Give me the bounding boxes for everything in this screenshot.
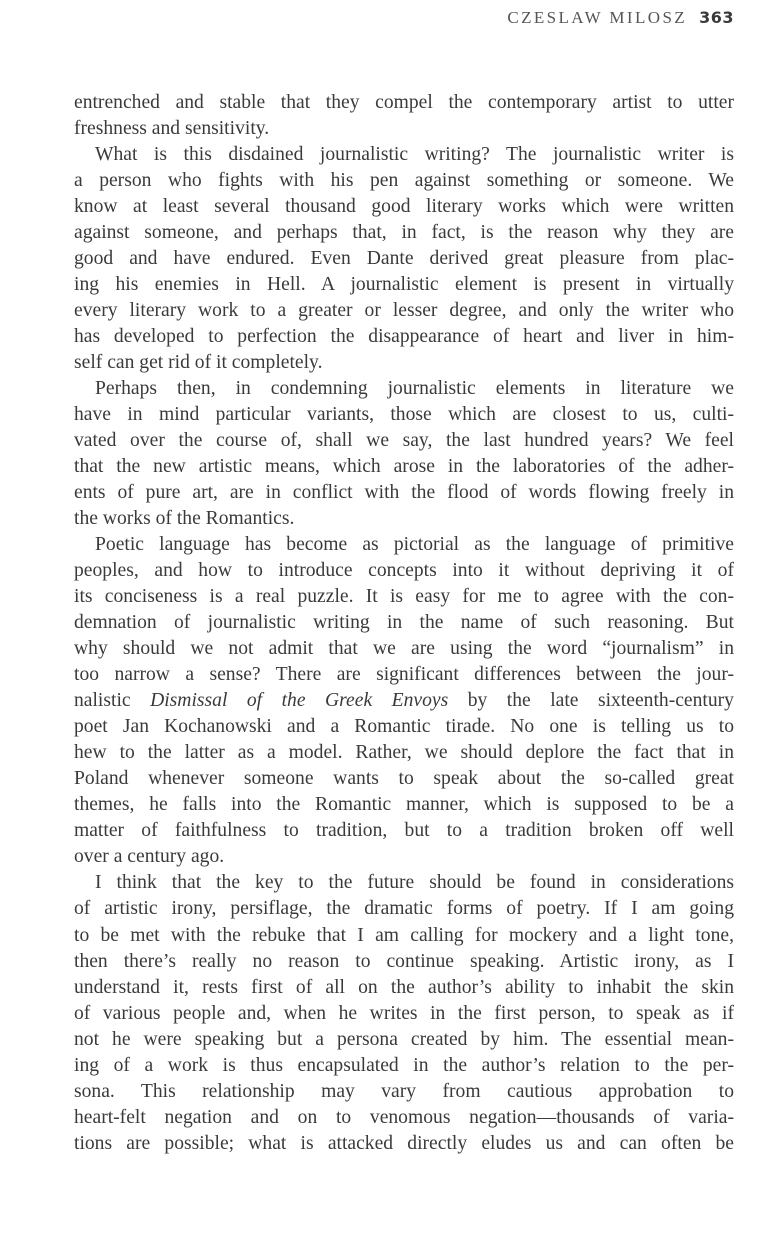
text-line: I think that the key to the future should be found in considerations	[95, 872, 734, 894]
running-head-author: CZESLAW MILOSZ	[507, 8, 688, 27]
text-line: sona. This relationship may vary from cautious approbation to	[74, 1080, 734, 1102]
paragraph	[74, 376, 734, 532]
text-line: self can get rid of it completely.	[74, 352, 323, 374]
italic-work-title: Dismissal of the Greek Envoys	[150, 690, 449, 712]
text-line: What is this disdained journalistic writing? The journalistic writer is	[95, 144, 734, 166]
text-line: freshness and sensitivity.	[74, 118, 270, 140]
text-fragment: by the late sixteenth-century	[448, 690, 734, 712]
paragraph	[74, 142, 734, 376]
paragraph	[74, 90, 734, 142]
text-line: entrenched and stable that they compel the contemporary artist to utter	[74, 92, 734, 113]
text-line: its conciseness is a real puzzle. It is easy for me to agree with the con-	[74, 586, 734, 608]
text-line: that the new artistic means, which arose in the laboratories of the adher-	[74, 456, 734, 478]
text-line: too narrow a sense? There are significant differences between the jour-	[74, 664, 734, 686]
text-line: Perhaps then, in condemning journalistic elements in literature we	[95, 378, 734, 400]
text-line: then there’s really no reason to continue speaking. Artistic irony, as I	[74, 950, 734, 972]
text-line: of artistic irony, persiflage, the dramatic forms of poetry. If I am going	[74, 898, 734, 920]
text-line: vated over the course of, shall we say, the last hundred years? We feel	[74, 430, 734, 452]
text-line: has developed to perfection the disappearance of heart and liver in him-	[74, 326, 734, 348]
running-head	[507, 8, 734, 32]
text-line: have in mind particular variants, those which are closest to us, culti-	[74, 404, 734, 426]
text-line: poet Jan Kochanowski and a Romantic tirade. No one is telling us to	[74, 716, 734, 738]
text-line: hew to the latter as a model. Rather, we should deplore the fact that in	[74, 742, 734, 764]
text-line: good and have endured. Even Dante derived great pleasure from plac-	[74, 248, 734, 270]
text-line: every literary work to a greater or lesser degree, and only the writer who	[74, 300, 734, 322]
page-number: 363	[699, 8, 734, 27]
text-line: matter of faithfulness to tradition, but to a tradition broken off well	[74, 820, 734, 842]
text-line: ents of pure art, are in conflict with the flood of words flowing freely in	[74, 482, 734, 504]
text-line: of various people and, when he writes in the first person, to speak as if	[74, 1002, 734, 1024]
text-line: know at least several thousand good literary works which were written	[74, 196, 734, 218]
paragraph	[74, 532, 734, 870]
text-line: over a century ago.	[74, 846, 225, 868]
text-line: to be met with the rebuke that I am calling for mockery and a light tone,	[74, 924, 734, 946]
paragraph	[74, 870, 734, 1156]
text-line: ing of a work is thus encapsulated in the author’s relation to the per-	[74, 1054, 734, 1076]
text-line: demnation of journalistic writing in the name of such reasoning. But	[74, 612, 734, 634]
text-line: the works of the Romantics.	[74, 508, 295, 530]
text-line-with-italic-title	[74, 688, 734, 714]
text-line: understand it, rests first of all on the author’s ability to inhabit the skin	[74, 976, 734, 998]
text-line: Poetic language has become as pictorial as the language of primitive	[95, 534, 734, 556]
body-text	[74, 90, 734, 1157]
text-line: heart-felt negation and on to venomous negation—thousands of varia-	[74, 1106, 734, 1128]
text-line: why should we not admit that we are using the word “journalism” in	[74, 638, 734, 660]
text-line: not he were speaking but a persona created by him. The essential mean-	[74, 1028, 734, 1050]
text-line: peoples, and how to introduce concepts into it without depriving it of	[74, 560, 734, 582]
text-line: ing his enemies in Hell. A journalistic element is present in virtually	[74, 274, 734, 296]
text-line: Poland whenever someone wants to speak about the so-called great	[74, 768, 734, 790]
text-line: a person who fights with his pen against something or someone. We	[74, 170, 734, 192]
text-line: themes, he falls into the Romantic manner, which is supposed to be a	[74, 794, 734, 816]
text-fragment: nalistic	[74, 690, 151, 712]
text-line: tions are possible; what is attacked directly eludes us and can often be	[74, 1132, 734, 1154]
text-line: against someone, and perhaps that, in fact, is the reason why they are	[74, 222, 734, 244]
